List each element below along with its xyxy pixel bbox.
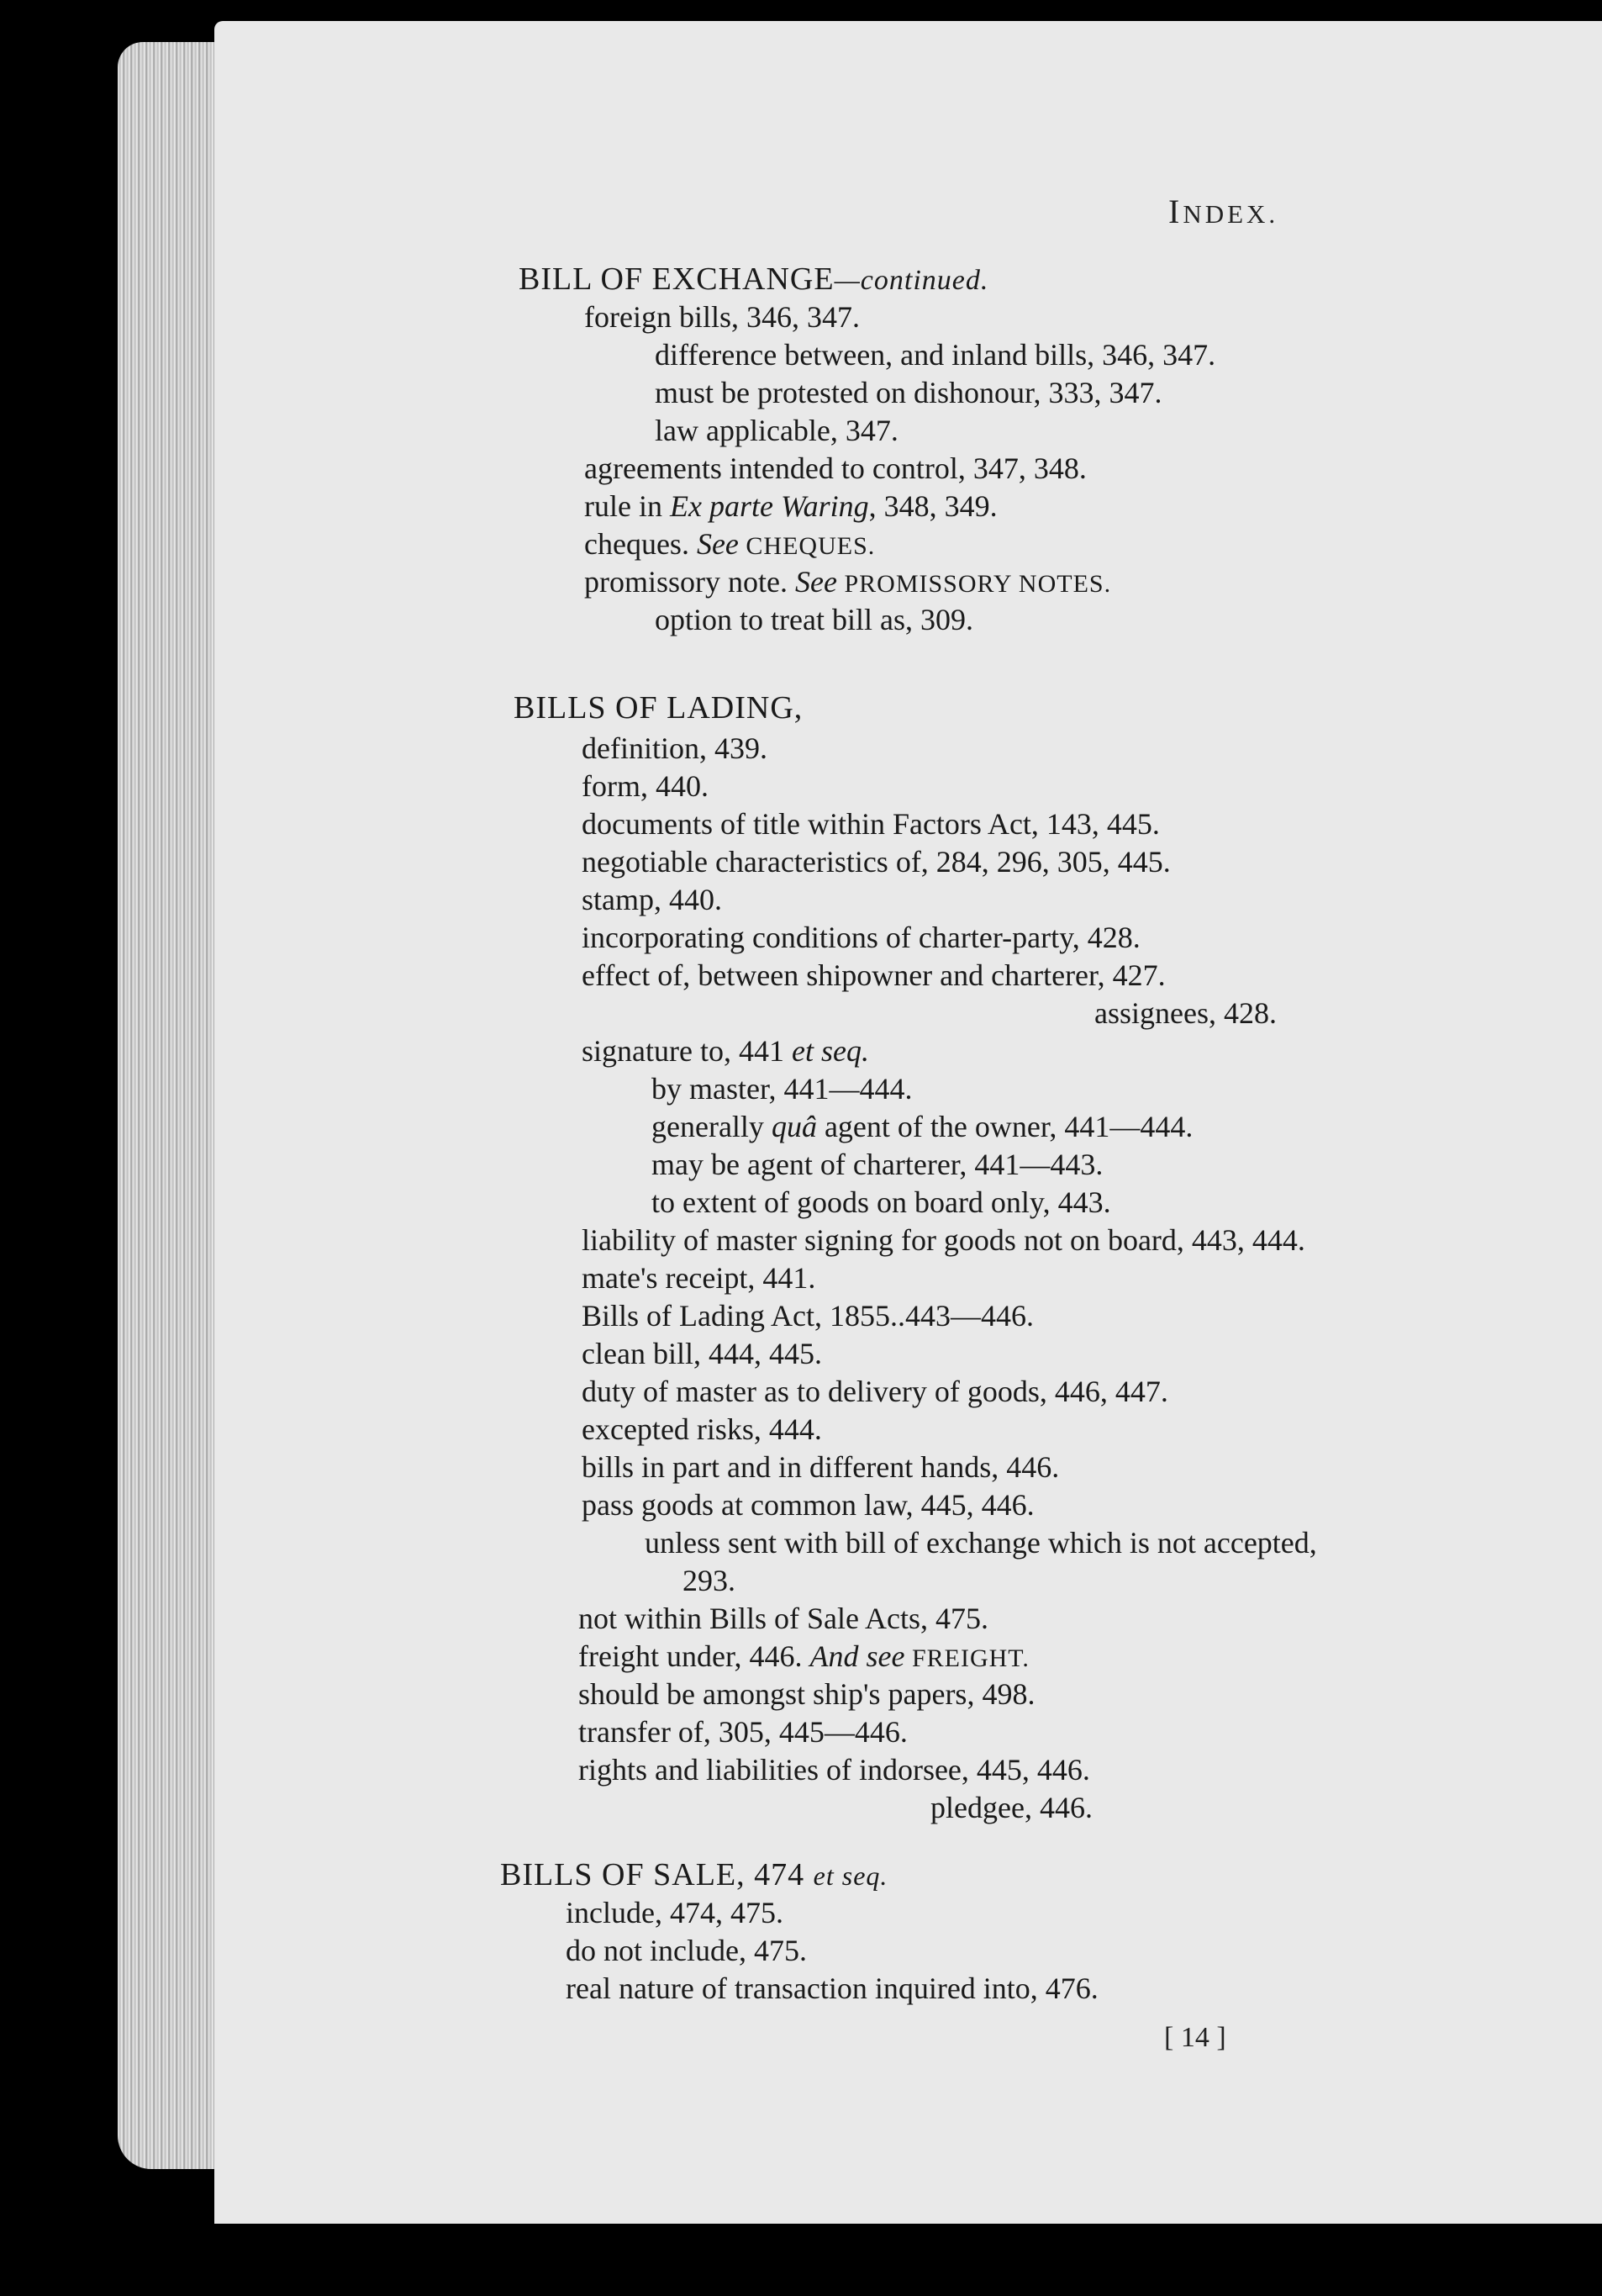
entry-unless-sent-cont: 293. [682,1564,735,1597]
entry-form: form, 440. [582,769,709,803]
heading-bills-of-lading: BILLS OF LADING, [514,690,804,726]
entry-effect: effect of, between shipowner and charterer, 427. [582,958,1166,992]
entry-pass-goods: pass goods at common law, 445, 446. [582,1488,1035,1522]
entry-unless-sent: unless sent with bill of exchange which is not accepted, [645,1526,1317,1560]
entry-protested: must be protested on dishonour, 333, 347. [655,376,1162,409]
entry-by-master: by master, 441—444. [651,1072,913,1106]
entry-pledgee: pledgee, 446. [930,1791,1093,1824]
page-number: [ 14 ] [1164,2022,1226,2053]
entry-signature: signature to, 441 et seq. [582,1034,869,1068]
entry-mates-receipt: mate's receipt, 441. [582,1261,816,1295]
entry-assignees: assignees, 428. [1094,996,1277,1030]
book-page-edges [118,42,219,2169]
heading-bill-of-exchange: BILL OF EXCHANGE—continued. [519,261,989,297]
entry-definition: definition, 439. [582,731,767,765]
entry-freight: freight under, 446. And see FREIGHT. [578,1639,1030,1673]
entry-liability: liability of master signing for goods not on board, 443, 444. [582,1223,1305,1257]
index-page [214,21,1602,2224]
entry-incorporating: incorporating conditions of charter-party, 428. [582,921,1141,954]
entry-not-within: not within Bills of Sale Acts, 475. [578,1602,989,1635]
entry-foreign-bills: foreign bills, 346, 347. [584,300,860,334]
entry-agreements: agreements intended to control, 347, 348. [584,451,1087,485]
entry-negotiable: negotiable characteristics of, 284, 296, 305, 445. [582,845,1171,879]
entry-real-nature: real nature of transaction inquired into, 476. [566,1971,1099,2005]
entry-clean-bill: clean bill, 444, 445. [582,1337,822,1370]
entry-extent: to extent of goods on board only, 443. [651,1185,1111,1219]
entry-stamp: stamp, 440. [582,883,722,916]
entry-generally-qua: generally quâ agent of the owner, 441—444. [651,1110,1194,1143]
entry-excepted-risks: excepted risks, 444. [582,1412,822,1446]
entry-option-treat: option to treat bill as, 309. [655,603,973,636]
entry-cheques: cheques. See CHEQUES. [584,527,876,561]
entry-documents-of-title: documents of title within Factors Act, 143, 445. [582,807,1160,841]
entry-ships-papers: should be amongst ship's papers, 498. [578,1677,1036,1711]
entry-law-applicable: law applicable, 347. [655,414,898,447]
entry-duty-of-master: duty of master as to delivery of goods, 446, 447. [582,1375,1168,1408]
entry-include: include, 474, 475. [566,1896,783,1929]
entry-may-be-agent: may be agent of charterer, 441—443. [651,1148,1104,1181]
entry-transfer: transfer of, 305, 445—446. [578,1715,908,1749]
entry-do-not-include: do not include, 475. [566,1934,807,1967]
heading-bills-of-sale: BILLS OF SALE, 474 et seq. [500,1857,888,1892]
entry-lading-act: Bills of Lading Act, 1855..443—446. [582,1299,1034,1333]
entry-different-hands: bills in part and in different hands, 446. [582,1450,1060,1484]
entry-difference: difference between, and inland bills, 346, 347. [655,338,1216,372]
entry-rule-waring: rule in Ex parte Waring, 348, 349. [584,489,998,523]
page-header: INDEX. [1168,193,1279,230]
entry-promissory-note: promissory note. See PROMISSORY NOTES. [584,565,1112,599]
entry-rights: rights and liabilities of indorsee, 445, 446. [578,1753,1090,1787]
